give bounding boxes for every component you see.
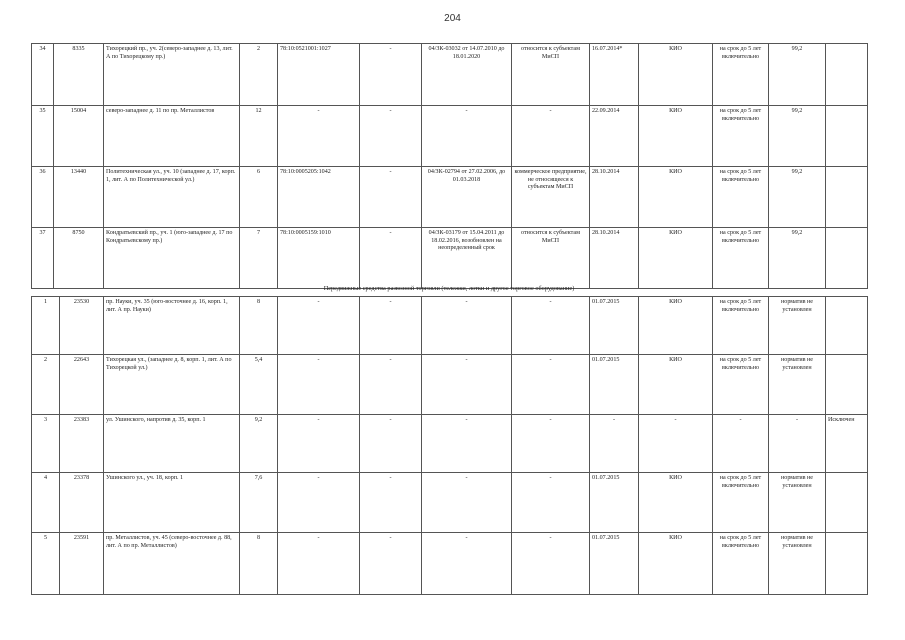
cell-subject: относится к субъектам МиСП: [512, 44, 590, 106]
cell-area: 5,4: [240, 355, 278, 415]
table-row: [32, 44, 868, 106]
cell-date: 01.07.2015: [590, 473, 639, 533]
cell-cadastral: -: [278, 297, 360, 355]
cell-col6: -: [360, 297, 422, 355]
stationary-objects-table: [31, 43, 868, 289]
cell-area: 2: [240, 44, 278, 106]
section-title: Передвижные средства развозной торговли (тележки, лотки и другое торговое оборудование): [323, 285, 575, 292]
cell-col6: -: [360, 355, 422, 415]
cell-address: пр. Науки, уч. 35 (юго-восточнее д. 16, корп. 1, лит. А пр. Науки): [104, 297, 240, 355]
cell-subject: -: [512, 415, 590, 473]
cell-norm: -: [769, 415, 826, 473]
cell-number: 2: [32, 355, 60, 415]
cell-date: 01.07.2015: [590, 533, 639, 595]
cell-term: на срок до 5 лет включительно: [713, 106, 769, 167]
cell-norm: 99,2: [769, 44, 826, 106]
cell-area: 8: [240, 533, 278, 595]
cell-organ: КИО: [639, 167, 713, 228]
page-number: 204: [444, 13, 461, 24]
cell-contract: 04/ЗК-03032 от 14.07.2010 до 18.01.2020: [422, 44, 512, 106]
cell-term: на срок до 5 лет включительно: [713, 228, 769, 289]
cell-date: 28.10.2014: [590, 228, 639, 289]
cell-cadastral: -: [278, 106, 360, 167]
cell-date: -: [590, 415, 639, 473]
cell-area: 12: [240, 106, 278, 167]
table-row: [32, 355, 868, 415]
cell-date: 28.10.2014: [590, 167, 639, 228]
cell-number: 36: [32, 167, 54, 228]
table-row: [32, 228, 868, 289]
cell-subject: коммерческое предприятие, не относящееся к субъектам МиСП: [512, 167, 590, 228]
cell-note: Исключен: [826, 415, 868, 473]
cell-id: 23530: [60, 297, 104, 355]
cell-term: -: [713, 415, 769, 473]
cell-subject: -: [512, 106, 590, 167]
cell-subject: -: [512, 533, 590, 595]
cell-area: 7,6: [240, 473, 278, 533]
cell-note: [826, 533, 868, 595]
cell-id: 22643: [60, 355, 104, 415]
mobile-trade-table: [31, 296, 868, 595]
cell-col6: -: [360, 44, 422, 106]
cell-cadastral: 78:10:0005205:1042: [278, 167, 360, 228]
table-row: [32, 297, 868, 355]
cell-term: на срок до 5 лет включительно: [713, 297, 769, 355]
cell-note: [826, 473, 868, 533]
cell-contract: -: [422, 415, 512, 473]
cell-address: Тихорецкая ул., (западнее д. 8, корп. 1, лит. А по Тихорецкой ул.): [104, 355, 240, 415]
cell-id: 8335: [54, 44, 104, 106]
cell-term: на срок до 5 лет включительно: [713, 473, 769, 533]
table-row: [32, 533, 868, 595]
cell-cadastral: -: [278, 415, 360, 473]
table-row: [32, 473, 868, 533]
cell-date: 16.07.2014*: [590, 44, 639, 106]
cell-address: Тихорецкий пр., уч. 2(северо-западнее д. 13, лит. А по Тихорецкому пр.): [104, 44, 240, 106]
cell-contract: -: [422, 533, 512, 595]
cell-id: 23591: [60, 533, 104, 595]
cell-empty: [826, 44, 868, 106]
cell-term: на срок до 5 лет включительно: [713, 44, 769, 106]
cell-organ: КИО: [639, 297, 713, 355]
cell-cadastral: -: [278, 355, 360, 415]
cell-norm: 99,2: [769, 106, 826, 167]
cell-area: 6: [240, 167, 278, 228]
cell-id: 13440: [54, 167, 104, 228]
cell-id: 23383: [60, 415, 104, 473]
cell-contract: 04/ЗК-03179 от 15.04.2011 до 18.02.2016, возобновлен на неопределенный срок: [422, 228, 512, 289]
cell-norm: норматив не установлен: [769, 355, 826, 415]
cell-term: на срок до 5 лет включительно: [713, 533, 769, 595]
cell-norm: норматив не установлен: [769, 297, 826, 355]
cell-col6: -: [360, 415, 422, 473]
cell-address: Политехническая ул., уч. 10 (западнее д. 17, корп. 1, лит. А по Политехнической ул.): [104, 167, 240, 228]
cell-id: 8750: [54, 228, 104, 289]
cell-number: 3: [32, 415, 60, 473]
cell-date: 01.07.2015: [590, 297, 639, 355]
cell-address: пр. Металлистов, уч. 45 (северо-восточнее д. 88, лит. А по пр. Металлистов): [104, 533, 240, 595]
cell-organ: КИО: [639, 228, 713, 289]
cell-subject: -: [512, 297, 590, 355]
cell-number: 1: [32, 297, 60, 355]
cell-organ: -: [639, 415, 713, 473]
cell-empty: [826, 106, 868, 167]
cell-col6: -: [360, 167, 422, 228]
cell-organ: КИО: [639, 355, 713, 415]
cell-col6: -: [360, 473, 422, 533]
table-row: [32, 106, 868, 167]
cell-subject: -: [512, 473, 590, 533]
cell-empty: [826, 228, 868, 289]
cell-term: на срок до 5 лет включительно: [713, 355, 769, 415]
cell-cadastral: 78:10:0521001:1027: [278, 44, 360, 106]
table-row: [32, 167, 868, 228]
cell-number: 34: [32, 44, 54, 106]
cell-organ: КИО: [639, 44, 713, 106]
cell-organ: КИО: [639, 473, 713, 533]
cell-area: 8: [240, 297, 278, 355]
cell-date: 22.09.2014: [590, 106, 639, 167]
cell-number: 37: [32, 228, 54, 289]
cell-norm: 99,2: [769, 228, 826, 289]
cell-cadastral: 78:10:0005159:1010: [278, 228, 360, 289]
cell-date: 01.07.2015: [590, 355, 639, 415]
cell-contract: -: [422, 297, 512, 355]
cell-contract: -: [422, 355, 512, 415]
cell-col6: -: [360, 106, 422, 167]
cell-norm: норматив не установлен: [769, 533, 826, 595]
cell-norm: 99,2: [769, 167, 826, 228]
cell-address: северо-западнее д. 11 по пр. Металлистов: [104, 106, 240, 167]
cell-note: [826, 355, 868, 415]
cell-term: на срок до 5 лет включительно: [713, 167, 769, 228]
cell-area: 9,2: [240, 415, 278, 473]
cell-id: 15004: [54, 106, 104, 167]
cell-cadastral: -: [278, 533, 360, 595]
cell-organ: КИО: [639, 106, 713, 167]
cell-address: Кондратьевский пр., уч. 1 (юго-западнее д. 17 по Кондратьевскому пр.): [104, 228, 240, 289]
cell-cadastral: -: [278, 473, 360, 533]
cell-number: 4: [32, 473, 60, 533]
cell-id: 23378: [60, 473, 104, 533]
cell-subject: -: [512, 355, 590, 415]
table-row: [32, 415, 868, 473]
cell-address: ул. Ушинского, напротив д. 35, корп. 1: [104, 415, 240, 473]
cell-norm: норматив не установлен: [769, 473, 826, 533]
cell-col6: -: [360, 533, 422, 595]
cell-subject: относится к субъектам МиСП: [512, 228, 590, 289]
cell-col6: -: [360, 228, 422, 289]
cell-address: Ушинского ул., уч. 18, корп. 1: [104, 473, 240, 533]
cell-number: 5: [32, 533, 60, 595]
cell-empty: [826, 167, 868, 228]
cell-note: [826, 297, 868, 355]
cell-contract: -: [422, 473, 512, 533]
cell-area: 7: [240, 228, 278, 289]
cell-number: 35: [32, 106, 54, 167]
cell-contract: -: [422, 106, 512, 167]
cell-contract: 04/ЗК-02794 от 27.02.2006, до 01.03.2018: [422, 167, 512, 228]
cell-organ: КИО: [639, 533, 713, 595]
